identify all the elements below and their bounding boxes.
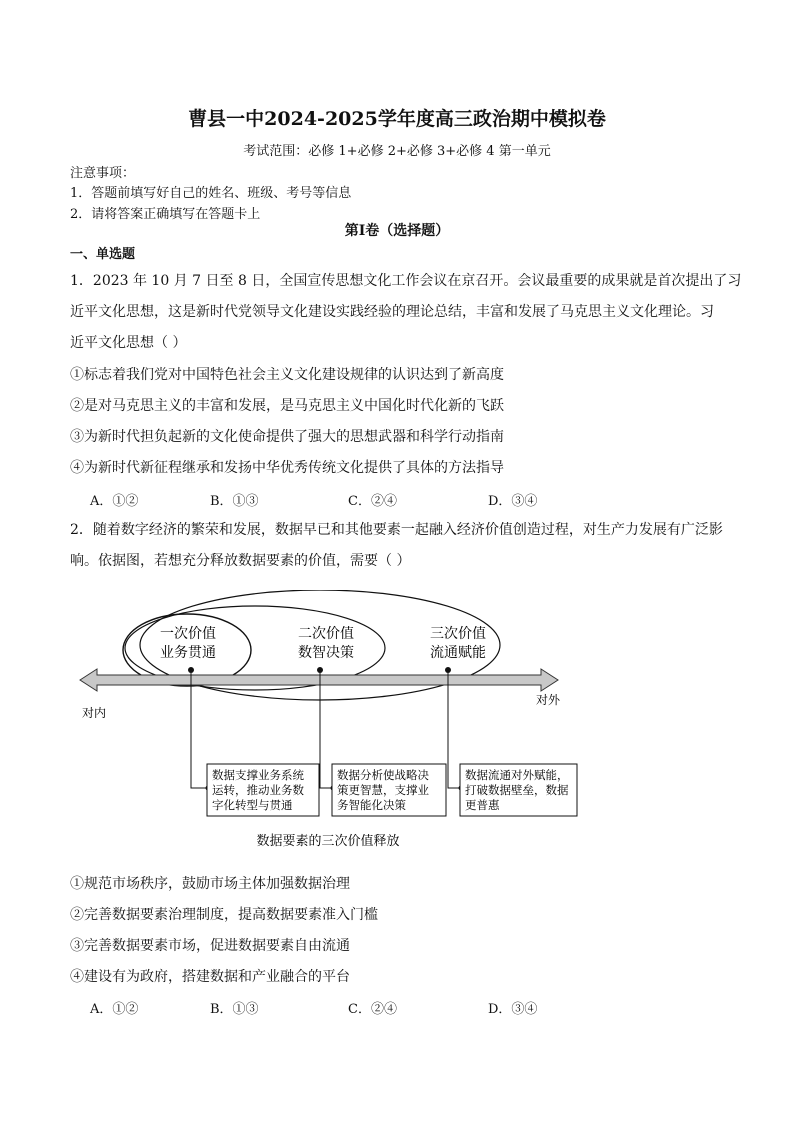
q1-statement: ②是对马克思主义的丰富和发展，是马克思主义中国化时代化新的飞跃	[70, 398, 504, 414]
third-value-sub: 流通赋能	[430, 645, 486, 661]
second-value-sub: 数智决策	[298, 645, 354, 661]
connector-line	[320, 670, 333, 788]
value-box-line: 字化转型与贯通	[212, 798, 293, 812]
q1-stem-line: 近平文化思想，这是新时代党领导文化建设实践经验的理论总结，丰富和发展了马克思主义文化理论。习	[70, 304, 714, 320]
figure-caption: 数据要素的三次价值释放	[256, 834, 400, 849]
q1-stem-line: 近平文化思想（ ）	[70, 335, 187, 351]
q2-statement: ①规范市场秩序，鼓励市场主体加强数据治理	[70, 876, 350, 892]
q1-option-d[interactable]: D．③④	[488, 494, 538, 509]
axis-right-label: 对外	[536, 693, 561, 707]
value-box-line: 策更智慧，支撑业	[337, 783, 429, 797]
q1-option-a[interactable]: A．①②	[90, 494, 139, 509]
q2-option-d[interactable]: D．③④	[488, 1002, 538, 1017]
second-value-label: 二次价值	[298, 626, 354, 642]
note-item: 1．答题前填写好自己的姓名、班级、考号等信息	[70, 186, 352, 201]
q1-option-b[interactable]: B．①③	[210, 494, 259, 509]
q2-statement: ④建设有为政府，搭建数据和产业融合的平台	[70, 969, 350, 985]
first-value-sub: 业务贯通	[160, 645, 216, 661]
q2-stem-line: 响。依据图，若想充分释放数据要素的价值，需要（ ）	[70, 553, 411, 569]
value-box-line: 打破数据壁垒，数据	[465, 783, 569, 797]
q2-option-c[interactable]: C．②④	[348, 1002, 397, 1017]
q1-option-c[interactable]: C．②④	[348, 494, 397, 509]
part-title: 第I卷（选择题）	[344, 223, 450, 239]
value-box-line: 数据流通对外赋能，	[465, 768, 569, 782]
value-box-line: 运转，推动业务数	[212, 783, 304, 797]
q1-stem-line: 1．2023 年 10 月 7 日至 8 日，全国宣传思想文化工作会议在京召开。会议最重要的成果就是首次提出了习	[70, 273, 742, 289]
q2-option-b[interactable]: B．①③	[210, 1002, 259, 1017]
data-value-diagram	[70, 590, 580, 855]
q2-statement: ③完善数据要素市场，促进数据要素自由流通	[70, 938, 350, 954]
note-item: 2．请将答案正确填写在答题卡上	[70, 207, 261, 222]
first-value-label: 一次价值	[160, 626, 216, 642]
value-box-line: 务智能化决策	[337, 798, 406, 812]
axis-left-label: 对内	[82, 706, 107, 720]
third-value-label: 三次价值	[430, 626, 486, 642]
page-title: 曹县一中2024-2025学年度高三政治期中模拟卷	[188, 108, 606, 130]
q1-statement: ④为新时代新征程继承和发扬中华优秀传统文化提供了具体的方法指导	[70, 460, 504, 476]
q1-statement: ③为新时代担负起新的文化使命提供了强大的思想武器和科学行动指南	[70, 429, 504, 445]
value-box-line: 数据分析使战略决	[337, 768, 429, 782]
value-box-line: 更普惠	[465, 798, 500, 812]
q2-statement: ②完善数据要素治理制度，提高数据要素准入门槛	[70, 907, 378, 923]
value-box-line: 数据支撑业务系统	[212, 768, 304, 782]
connector-line	[448, 670, 461, 788]
q1-statement: ①标志着我们党对中国特色社会主义文化建设规律的认识达到了新高度	[70, 367, 504, 383]
exam-scope: 考试范围：必修 1+必修 2+必修 3+必修 4 第一单元	[243, 144, 551, 159]
q2-stem-line: 2．随着数字经济的繁荣和发展，数据早已和其他要素一起融入经济价值创造过程，对生产力发展有广泛影	[70, 522, 723, 538]
q2-option-a[interactable]: A．①②	[90, 1002, 139, 1017]
notes-heading: 注意事项：	[70, 166, 136, 181]
section-title: 一、单选题	[70, 247, 136, 262]
